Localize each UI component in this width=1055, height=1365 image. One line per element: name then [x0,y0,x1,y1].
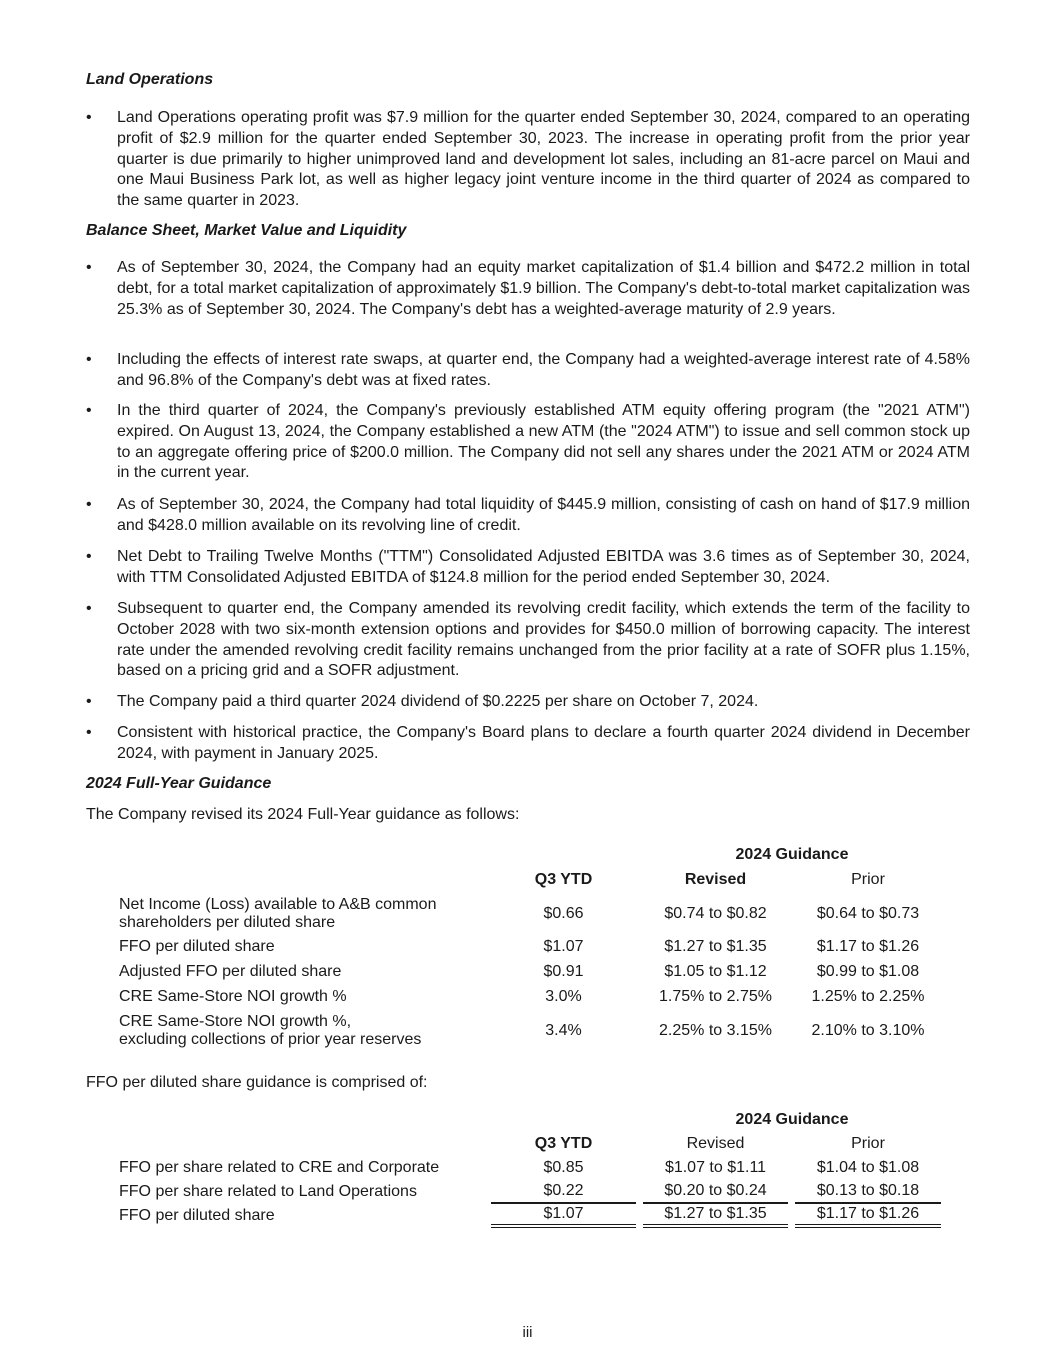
land-operations-heading: Land Operations [86,71,214,88]
bullet-icon: • [86,351,92,368]
table-row [86,894,941,934]
bullet-icon: • [86,259,92,276]
row-label: excluding collections of prior year reserves [119,1031,422,1048]
col-header-revised: Revised [686,1135,745,1152]
guidance-intro: The Company revised its 2024 Full-Year guidance as follows: [86,806,520,823]
balance-sheet-heading: Balance Sheet, Market Value and Liquidity [86,222,407,239]
col-header-q3ytd: Q3 YTD [534,871,593,888]
row-label: shareholders per diluted share [119,914,336,931]
table-row [86,959,941,984]
prior-value: $1.17 to $1.26 [816,937,920,955]
bullet-icon: • [86,548,92,565]
prior-value: $1.04 to $1.08 [816,1159,920,1176]
table-row [86,984,941,1010]
revised-value: $0.20 to $0.24 [643,1180,788,1204]
prior-value: 1.25% to 2.25% [811,988,925,1005]
table-row [86,1180,941,1204]
q3ytd-value: $0.85 [543,1159,584,1176]
balance-sheet-bullet-4: • As of September 30, 2024, the Company had total liquidity of $445.9 million, consisting of cash on hand of $17.9 million and $428.0 million available on its revolving line of credit. [86,496,970,534]
row-label: FFO per share related to Land Operations [119,1183,417,1200]
row-label: FFO per diluted share [119,937,275,955]
bullet-icon: • [86,109,92,126]
prior-value: 2.10% to 3.10% [811,1022,925,1039]
bullet-icon: • [86,496,92,513]
col-header-prior: Prior [851,871,885,888]
bullet-icon: • [86,600,92,617]
revised-value: $1.05 to $1.12 [664,962,767,980]
q3ytd-value: $1.07 [543,937,584,955]
q3ytd-value: 3.0% [545,988,582,1005]
q3ytd-value: $0.66 [543,905,584,922]
table-row [86,934,941,959]
col-header-revised: Revised [684,871,747,888]
revised-value: $0.74 to $0.82 [664,905,767,922]
revised-value: 2.25% to 3.15% [659,1022,772,1039]
q3ytd-value: $1.07 [491,1204,636,1228]
bullet-icon: • [86,402,92,419]
bullet-icon: • [86,724,92,741]
page-number: iii [522,1324,533,1341]
row-label: FFO per diluted share [119,1207,275,1224]
balance-sheet-bullet-7: • The Company paid a third quarter 2024 dividend of $0.2225 per share on October 7, 2024. [86,692,970,713]
land-operations-bullet-1: • Land Operations operating profit was $7.9 million for the quarter ended September 30, 2024, compared to an operating profit of $2.9 million for the quarter ended September 30, 2023. The increase in operating profit from the prior year quarter is due primarily to higher unimproved land and development lot sales, including an 81-acre parcel on Maui and one Maui Business Park lot, as well as higher legacy joint venture income in the third quarter of 2024 as compared to the same quarter in 2023. [86,109,970,210]
prior-value: $0.99 to $1.08 [816,962,920,980]
ffo-group-header: 2024 Guidance [735,1111,849,1128]
row-label: FFO per share related to CRE and Corporate [119,1159,440,1176]
prior-value: $0.64 to $0.73 [816,905,920,922]
q3ytd-value: $0.91 [543,962,584,980]
row-label: Adjusted FFO per diluted share [119,962,342,980]
bullet-icon: • [86,693,92,710]
table-row [86,1156,941,1180]
q3ytd-value: $0.22 [491,1180,636,1204]
ffo-composition-table [86,1108,941,1228]
revised-value: $1.27 to $1.35 [664,937,767,955]
col-header-prior: Prior [851,1135,885,1152]
prior-value: $0.13 to $0.18 [795,1180,941,1204]
guidance-heading: 2024 Full-Year Guidance [86,775,272,792]
prior-value: $1.17 to $1.26 [795,1204,941,1228]
revised-value: $1.07 to $1.11 [664,1159,767,1176]
col-header-q3ytd: Q3 YTD [534,1135,593,1152]
table-row [86,1010,941,1052]
balance-sheet-bullet-2: • Including the effects of interest rate swaps, at quarter end, the Company had a weighted-average interest rate of 4.58% and 96.8% of the Company's debt was at fixed rates. [86,351,970,389]
row-label: Net Income (Loss) available to A&B common [119,896,437,913]
revised-value: $1.27 to $1.35 [643,1204,788,1228]
row-label: CRE Same-Store NOI growth % [119,988,347,1005]
ffo-intro: FFO per diluted share guidance is comprised of: [86,1074,428,1091]
q3ytd-value: 3.4% [545,1022,582,1039]
balance-sheet-bullet-6: • Subsequent to quarter end, the Company amended its revolving credit facility, which extends the term of the facility to October 2028 with two six-month extension options and provides for $450.0 million of borrowing capacity. The interest rate under the amended revolving credit facility remains unchanged from the prior facility at a rate of SOFR plus 1.15%, based on a pricing grid and a SOFR adjustment. [86,600,970,680]
revised-value: 1.75% to 2.75% [659,988,772,1005]
guidance-group-header: 2024 Guidance [735,845,849,863]
balance-sheet-bullet-1: • As of September 30, 2024, the Company had an equity market capitalization of $1.4 billion and $472.2 million in total debt, for a total market capitalization of approximately $1.9 billion. The Company's debt-to-total market capitalization was 25.3% as of September 30, 2024. The Company's debt has a weighted-average maturity of 2.9 years. [86,259,970,318]
table-row-total [86,1204,941,1228]
balance-sheet-bullet-8: • Consistent with historical practice, the Company's Board plans to declare a fourth quarter 2024 dividend in December 2024, with payment in January 2025. [86,724,970,762]
guidance-table [86,843,941,1052]
row-label: CRE Same-Store NOI growth %, [119,1013,352,1030]
balance-sheet-bullet-3: • In the third quarter of 2024, the Company's previously established ATM equity offering program (the "2021 ATM") expired. On August 13, 2024, the Company established a new ATM (the "2024 ATM") to issue and sell common stock up to an aggregate offering price of $200.0 million. The Company did not sell any shares under the 2021 ATM or 2024 ATM in the current year. [86,402,970,482]
balance-sheet-bullet-5: • Net Debt to Trailing Twelve Months ("TTM") Consolidated Adjusted EBITDA was 3.6 times as of September 30, 2024, with TTM Consolidated Adjusted EBITDA of $124.8 million for the period ended September 30, 2024. [86,548,970,586]
